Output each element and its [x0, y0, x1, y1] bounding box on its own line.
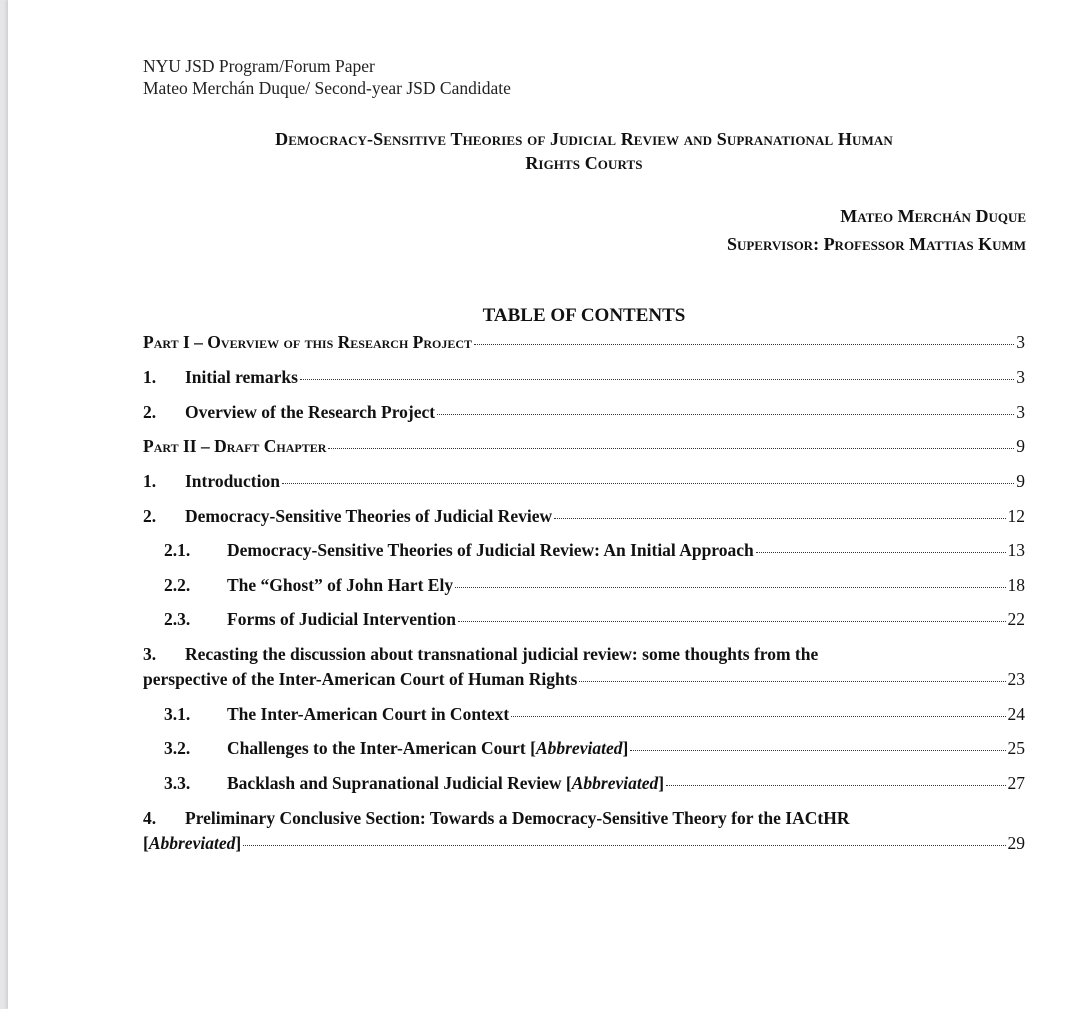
toc-entry-label: Part II – Draft Chapter — [143, 436, 327, 456]
toc-entry-conclusion-line-2[interactable] — [143, 832, 1025, 854]
toc-leader-dots — [474, 344, 1014, 345]
toc-leader-dots — [458, 621, 1006, 622]
toc-entry-label: perspective of the Inter-American Court of Human Rights — [143, 669, 578, 689]
toc-entry-page: 18 — [1007, 575, 1025, 595]
toc-entry-label: Initial remarks — [185, 367, 298, 387]
toc-entry-page: 3 — [1016, 402, 1025, 422]
toc-entry-number: 3. — [143, 644, 157, 664]
toc-entry-label: Part I – Overview of this Research Project — [143, 332, 473, 352]
toc-entry-label: The Inter-American Court in Context — [227, 704, 510, 724]
toc-entry-page: 27 — [1007, 773, 1025, 793]
toc-entry-label: Preliminary Conclusive Section: Towards a Democracy-Sensitive Theory for the IACtHR — [185, 808, 850, 828]
toc-entry-recasting-line-1[interactable] — [143, 643, 818, 665]
running-header-program: NYU JSD Program/Forum Paper — [143, 56, 375, 76]
toc-entry-backlash[interactable] — [164, 772, 1025, 794]
toc-entry-number: 1. — [143, 471, 157, 491]
toc-entry-forms-of-intervention[interactable] — [164, 608, 1025, 630]
toc-entry-page: 25 — [1007, 738, 1025, 758]
toc-leader-dots — [437, 414, 1014, 415]
author-name: Mateo Merchán Duque — [840, 206, 1026, 226]
toc-leader-dots — [756, 552, 1006, 553]
toc-leader-dots — [300, 379, 1014, 380]
toc-entry-page: 9 — [1016, 471, 1025, 491]
toc-entry-number: 3.3. — [164, 773, 191, 793]
toc-entry-label: The “Ghost” of John Hart Ely — [227, 575, 454, 595]
toc-entry-label: [Abbreviated] — [143, 833, 242, 853]
toc-entry-label: Forms of Judicial Intervention — [227, 609, 456, 629]
toc-leader-dots — [328, 448, 1014, 449]
toc-entry-part-1[interactable] — [143, 331, 1025, 353]
toc-leader-dots — [282, 483, 1014, 484]
toc-entry-number: 2. — [143, 402, 157, 422]
toc-entry-number: 3.1. — [164, 704, 191, 724]
toc-leader-dots — [511, 716, 1005, 717]
toc-entry-page: 22 — [1007, 609, 1025, 629]
toc-entry-introduction[interactable] — [143, 470, 1025, 492]
toc-entry-page: 29 — [1007, 833, 1025, 853]
toc-entry-court-in-context[interactable] — [164, 703, 1025, 725]
toc-entry-number: 2.2. — [164, 575, 191, 595]
toc-entry-label: Overview of the Research Project — [185, 402, 436, 422]
toc-entry-label: Recasting the discussion about transnational judicial review: some thoughts from the — [185, 644, 819, 664]
toc-entry-page: 12 — [1007, 506, 1025, 526]
toc-entry-number: 4. — [143, 808, 157, 828]
toc-entry-ghost-of-ely[interactable] — [164, 574, 1025, 596]
toc-entry-label: Democracy-Sensitive Theories of Judicial Review: An Initial Approach — [227, 540, 754, 560]
toc-entry-initial-remarks[interactable] — [143, 366, 1025, 388]
toc-leader-dots — [579, 681, 1005, 682]
toc-entry-overview[interactable] — [143, 401, 1025, 423]
toc-leader-dots — [455, 587, 1005, 588]
toc-entry-part-2[interactable] — [143, 435, 1025, 457]
toc-entry-page: 9 — [1016, 436, 1025, 456]
toc-entry-conclusion-line-1[interactable] — [143, 807, 849, 829]
running-header-author: Mateo Merchán Duque/ Second-year JSD Candidate — [143, 78, 511, 98]
paper-title-line-1: Democracy-Sensitive Theories of Judicial Review and Supranational Human — [275, 129, 893, 149]
toc-entry-label: Introduction — [185, 471, 280, 491]
toc-entry-page: 23 — [1007, 669, 1025, 689]
toc-entry-number: 2.3. — [164, 609, 191, 629]
toc-leader-dots — [554, 518, 1005, 519]
toc-entry-number: 2. — [143, 506, 157, 526]
toc-entry-number: 1. — [143, 367, 157, 387]
supervisor-name: Supervisor: Professor Mattias Kumm — [726, 234, 1026, 254]
toc-leader-dots — [666, 785, 1005, 786]
toc-heading: TABLE OF CONTENTS — [482, 305, 686, 326]
toc-entry-number: 3.2. — [164, 738, 191, 758]
toc-entry-label: Challenges to the Inter-American Court [Abbreviated] — [227, 738, 629, 758]
toc-entry-democracy-sensitive[interactable] — [143, 505, 1025, 527]
toc-leader-dots — [243, 845, 1005, 846]
toc-entry-recasting-line-2[interactable] — [143, 668, 1025, 690]
toc-entry-label: Democracy-Sensitive Theories of Judicial Review — [185, 506, 553, 526]
toc-entry-label: Backlash and Supranational Judicial Review [Abbreviated] — [227, 773, 665, 793]
toc-leader-dots — [630, 750, 1005, 751]
toc-entry-initial-approach[interactable] — [164, 539, 1025, 561]
toc-entry-page: 13 — [1007, 540, 1025, 560]
toc-entry-number: 2.1. — [164, 540, 191, 560]
document-page — [8, 0, 1085, 1009]
toc-entry-page: 3 — [1016, 332, 1025, 352]
toc-entry-challenges[interactable] — [164, 737, 1025, 759]
toc-entry-page: 3 — [1016, 367, 1025, 387]
toc-entry-page: 24 — [1007, 704, 1025, 724]
paper-title-line-2: Rights Courts — [525, 153, 643, 173]
